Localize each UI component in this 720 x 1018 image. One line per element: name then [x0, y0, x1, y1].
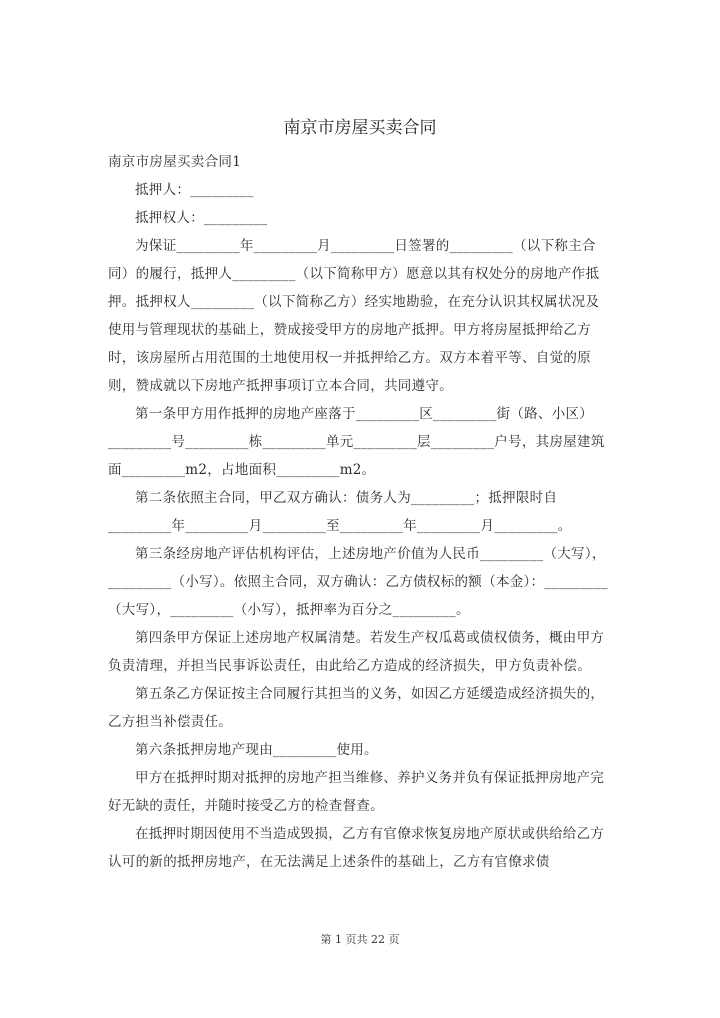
- paragraph-article-1: 第一条甲方用作抵押的房地产座落于_________区_________街（路、小区）_________号_________栋_________单元_________层_________户号，其房屋建筑面_________m2，占地面积_________m2。: [108, 406, 605, 478]
- paragraph-article-4: 第四条甲方保证上述房地产权属清楚。若发生产权瓜葛或债权债务，概由甲方负责清理，并担当民事诉讼责任，由此给乙方造成的经济损失，甲方负责补偿。: [108, 630, 605, 674]
- paragraph-mortgagee: 抵押权人：_________: [135, 210, 268, 226]
- paragraph-maintenance: 甲方在抵押时期对抵押的房地产担当维修、养护义务并负有保证抵押房地产完好无缺的责任，并随时接受乙方的检查督查。: [108, 770, 605, 814]
- paragraph-article-5: 第五条乙方保证按主合同履行其担当的义务，如因乙方延缓造成经济损失的，乙方担当补偿责任。: [108, 686, 605, 730]
- paragraph-article-6: 第六条抵押房地产现由_________使用。: [135, 742, 378, 758]
- document-subtitle: 南京市房屋买卖合同1: [108, 154, 242, 170]
- page-footer: 第 1 页共 22 页: [320, 933, 400, 946]
- paragraph-mortgagor: 抵押人：_________: [135, 182, 254, 198]
- paragraph-damage: 在抵押时期因使用不当造成毁损，乙方有官僚求恢复房地产原状或供给给乙方认可的新的抵押房地产，在无法满足上述条件的基础上，乙方有官僚求债: [108, 826, 605, 870]
- document-body: [108, 148, 608, 876]
- paragraph-preamble: 为保证_________年_________月_________日签署的_________（以下称主合同）的履行，抵押人_________（以下简称甲方）愿意以其有权处分的房地产作抵押。抵押权人_________（以下简称乙方）经实地勘验，在充分认识其权属状况及使用与管理现状的基础上，赞成接受甲方的房地产抵押。甲方将房屋抵押给乙方时，该房屋所占用范围的土地使用权一并抵押给乙方。双方本着平等、自觉的原则，赞成就以下房地产抵押事项订立本合同，共同遵守。: [108, 238, 600, 394]
- document-title: 南京市房屋买卖合同: [283, 118, 437, 138]
- paragraph-article-3: 第三条经房地产评估机构评估，上述房地产价值为人民币_________（大写），_________（小写）。依照主合同，双方确认：乙方债权标的额（本金）：_________（大写），_________（小写），抵押率为百分之_________。: [108, 546, 608, 618]
- paragraph-article-2: 第二条依照主合同，甲乙双方确认：债务人为_________；抵押限时自_________年_________月_________至_________年_________月_________。: [108, 490, 572, 534]
